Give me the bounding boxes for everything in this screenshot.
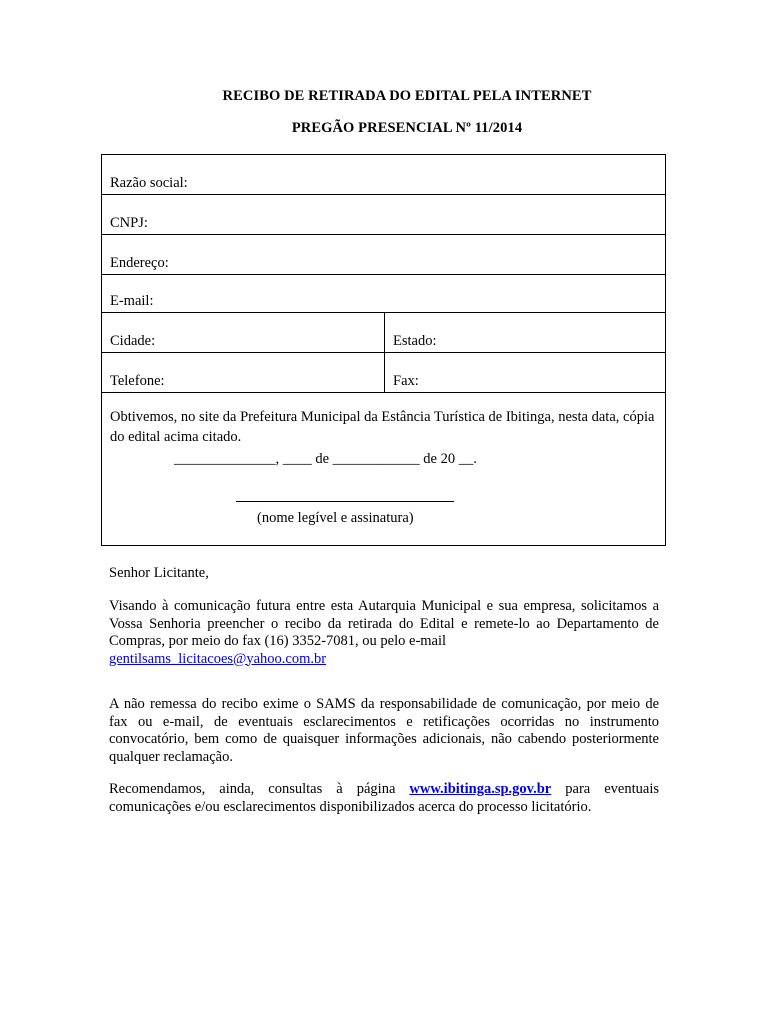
email-link[interactable]: gentilsams_licitacoes@yahoo.com.br [109,650,327,667]
form-row-razao-social [102,155,665,195]
cidade-label: Cidade: [110,333,156,349]
greeting: Senhor Licitante, [109,565,209,581]
signature-line[interactable] [236,501,454,502]
paragraph-instructions [109,598,659,668]
document-subtitle: PREGÃO PRESENCIAL Nº 11/2014 [291,120,523,136]
cidade-field[interactable] [102,313,385,352]
email-label: E-mail: [110,293,154,309]
signature-label: (nome legível e assinatura) [257,510,414,526]
estado-field[interactable] [385,313,665,352]
cnpj-field[interactable] [102,195,665,234]
recommendation-text-after: para eventuais comunicações e/ou esclarecimentos disponibilizados acerca do processo licitatório. [109,781,660,815]
form-row-endereco [102,235,665,275]
paragraph-recommendation [109,781,659,816]
email-field[interactable] [102,275,665,312]
razao-social-field[interactable] [102,155,665,194]
fax-field[interactable] [385,353,665,392]
form-row-email [102,275,665,313]
razao-social-label: Razão social: [110,175,188,191]
endereco-field[interactable] [102,235,665,274]
cnpj-label: CNPJ: [110,215,148,231]
paragraph-instructions-text: Visando à comunicação futura entre esta Autarquia Municipal e sua empresa, solicitamos a Vossa Senhoria preencher o recibo da retirada do Edital e remete-lo ao Departamento de Compras, por meio do fax (16) 3352-7081, ou pelo e-mail [109,598,659,649]
estado-label: Estado: [393,333,437,349]
fax-label: Fax: [393,373,419,389]
recommendation-text-before: Recomendamos, ainda, consultas à página [109,781,396,797]
telefone-label: Telefone: [110,373,165,389]
endereco-label: Endereço: [110,255,169,271]
website-link[interactable]: www.ibitinga.sp.gov.br [409,781,552,797]
form-row-cidade-estado [102,313,665,353]
date-line[interactable]: ______________, ____ de ____________ de 20 __. [174,451,477,467]
form-row-telefone-fax [102,353,665,393]
paragraph-responsibility: A não remessa do recibo exime o SAMS da responsabilidade de comunicação, por meio de fax ou e-mail, de eventuais esclarecimentos e retificações ocorridas no instrumento convocatório, bem como de quaisquer informações adicionais, não cabendo posteriormente qualquer reclamação. [109,696,659,765]
form-row-cnpj [102,195,665,235]
receipt-form [101,154,666,546]
document-title: RECIBO DE RETIRADA DO EDITAL PELA INTERNET [222,88,592,104]
statement-text: Obtivemos, no site da Prefeitura Municipal da Estância Turística de Ibitinga, nesta data, cópia do edital acima citado. [110,409,655,445]
telefone-field[interactable] [102,353,385,392]
